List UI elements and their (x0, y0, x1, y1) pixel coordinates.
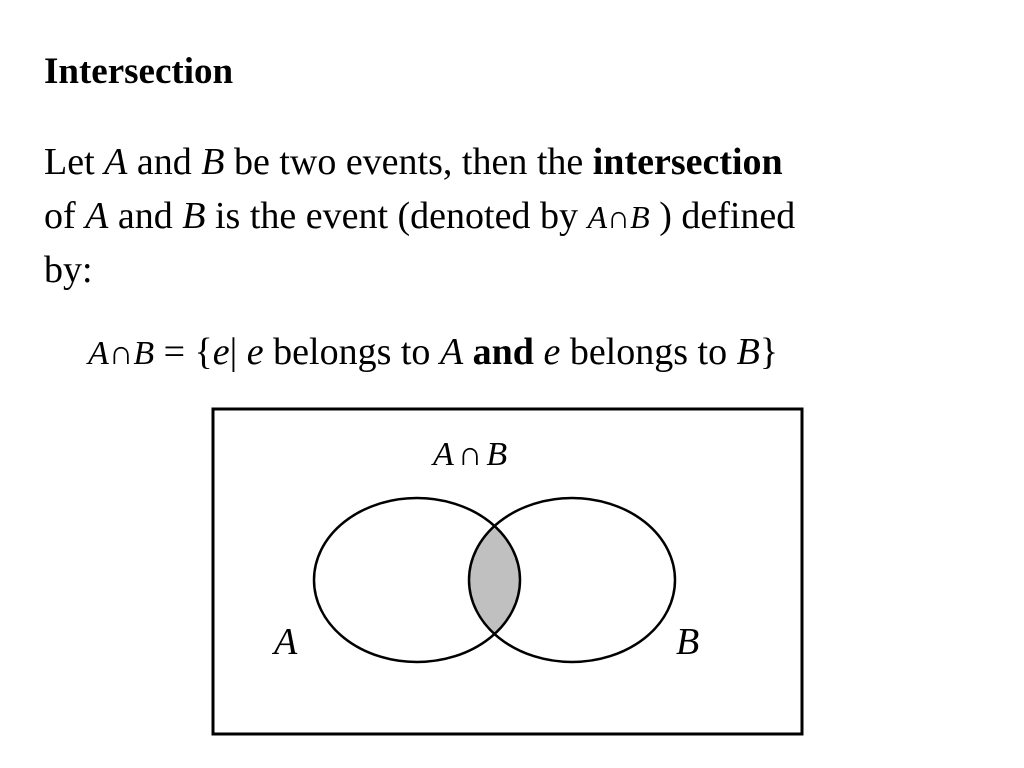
event-b: B (201, 141, 225, 183)
formula-e: e (212, 331, 230, 373)
formula-e: e (246, 331, 264, 373)
text: belongs to (263, 331, 440, 373)
text: and (108, 195, 183, 237)
page-title: Intersection (44, 51, 234, 92)
text: is the event (denoted by (205, 195, 588, 237)
cap-symbol: ∩ (607, 199, 631, 235)
symbol-b: B (630, 199, 650, 235)
set-a-label: A (274, 621, 298, 663)
text: by: (44, 249, 93, 291)
formula-eq: = { (154, 331, 213, 373)
formula-cap: ∩ (108, 335, 134, 372)
label-b: B (486, 436, 508, 473)
text: of (44, 195, 86, 237)
formula-bar: | (229, 331, 247, 373)
formula-a: A (88, 335, 109, 372)
text: Let (44, 141, 105, 183)
formula-set-a: A (439, 331, 464, 373)
symbol-a: A (587, 199, 608, 235)
text: ) defined (649, 195, 796, 237)
text: be two events, then the (224, 141, 593, 183)
formula-close: } (759, 331, 779, 373)
set-b-label: B (676, 621, 700, 663)
formula-and: and (463, 331, 544, 373)
formula-e: e (543, 331, 561, 373)
text: belongs to (560, 331, 737, 373)
label-a: A (433, 436, 454, 473)
event-a: A (104, 141, 128, 183)
term-intersection: intersection (592, 141, 783, 183)
text: and (127, 141, 202, 183)
formula-b: B (133, 335, 155, 372)
formula-set-b: B (736, 331, 760, 373)
intersection-label (431, 436, 507, 473)
event-a: A (85, 195, 109, 237)
label-cap: ∩ (457, 436, 483, 473)
event-b: B (182, 195, 206, 237)
